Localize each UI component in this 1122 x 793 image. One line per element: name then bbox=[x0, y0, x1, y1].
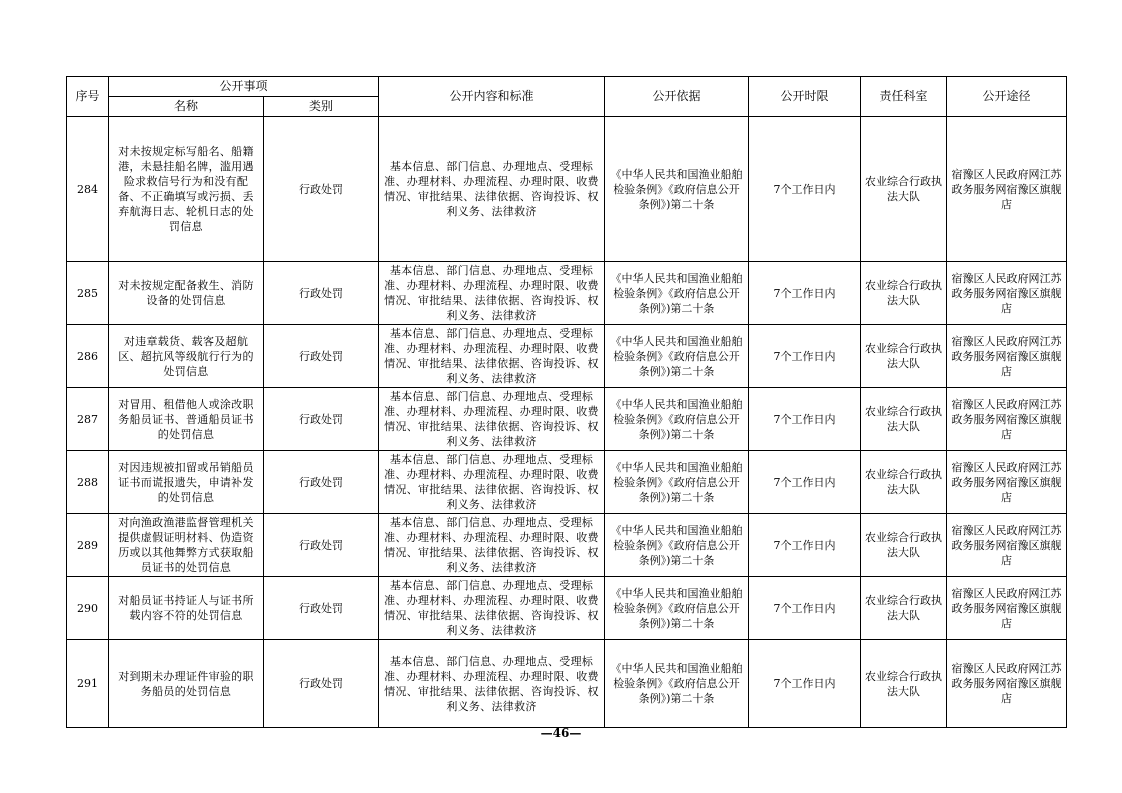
cell-seq: 285 bbox=[67, 262, 109, 325]
cell-seq: 289 bbox=[67, 514, 109, 577]
cell-name: 对向渔政渔港监督管理机关提供虚假证明材料、伪造资历或以其他舞弊方式获取船员证书的处罚信息 bbox=[109, 514, 264, 577]
cell-time-limit: 7个工作日内 bbox=[749, 388, 861, 451]
cell-basis: 《中华人民共和国渔业船舶检验条例》《政府信息公开条例》)第二十条 bbox=[605, 577, 749, 640]
cell-seq: 291 bbox=[67, 640, 109, 728]
cell-time-limit: 7个工作日内 bbox=[749, 451, 861, 514]
header-department: 责任科室 bbox=[861, 77, 947, 117]
cell-seq: 288 bbox=[67, 451, 109, 514]
cell-department: 农业综合行政执法大队 bbox=[861, 325, 947, 388]
table-row bbox=[67, 262, 1067, 325]
table-row bbox=[67, 325, 1067, 388]
cell-content: 基本信息、部门信息、办理地点、受理标准、办理材料、办理流程、办理时限、收费情况、审批结果、法律依据、咨询投诉、权利义务、法律救济 bbox=[379, 451, 605, 514]
cell-time-limit: 7个工作日内 bbox=[749, 514, 861, 577]
cell-time-limit: 7个工作日内 bbox=[749, 640, 861, 728]
cell-time-limit: 7个工作日内 bbox=[749, 577, 861, 640]
header-seq: 序号 bbox=[67, 77, 109, 117]
cell-basis: 《中华人民共和国渔业船舶检验条例》《政府信息公开条例》)第二十条 bbox=[605, 325, 749, 388]
cell-name: 对未按规定配备救生、消防设备的处罚信息 bbox=[109, 262, 264, 325]
cell-category: 行政处罚 bbox=[264, 117, 379, 262]
cell-seq: 284 bbox=[67, 117, 109, 262]
page-number: —46— bbox=[540, 726, 582, 740]
header-category: 类别 bbox=[264, 97, 379, 117]
cell-content: 基本信息、部门信息、办理地点、受理标准、办理材料、办理流程、办理时限、收费情况、审批结果、法律依据、咨询投诉、权利义务、法律救济 bbox=[379, 262, 605, 325]
cell-channel: 宿豫区人民政府网江苏政务服务网宿豫区旗舰店 bbox=[947, 451, 1067, 514]
cell-basis: 《中华人民共和国渔业船舶检验条例》《政府信息公开条例》)第二十条 bbox=[605, 117, 749, 262]
header-basis: 公开依据 bbox=[605, 77, 749, 117]
cell-basis: 《中华人民共和国渔业船舶检验条例》《政府信息公开条例》)第二十条 bbox=[605, 514, 749, 577]
header-channel: 公开途径 bbox=[947, 77, 1067, 117]
cell-name: 对冒用、租借他人或涂改职务船员证书、普通船员证书的处罚信息 bbox=[109, 388, 264, 451]
cell-seq: 286 bbox=[67, 325, 109, 388]
cell-basis: 《中华人民共和国渔业船舶检验条例》《政府信息公开条例》)第二十条 bbox=[605, 640, 749, 728]
cell-name: 对到期未办理证件审验的职务船员的处罚信息 bbox=[109, 640, 264, 728]
cell-content: 基本信息、部门信息、办理地点、受理标准、办理材料、办理流程、办理时限、收费情况、审批结果、法律依据、咨询投诉、权利义务、法律救济 bbox=[379, 577, 605, 640]
cell-seq: 287 bbox=[67, 388, 109, 451]
table-row bbox=[67, 117, 1067, 262]
cell-seq: 290 bbox=[67, 577, 109, 640]
cell-basis: 《中华人民共和国渔业船舶检验条例》《政府信息公开条例》)第二十条 bbox=[605, 451, 749, 514]
cell-department: 农业综合行政执法大队 bbox=[861, 117, 947, 262]
cell-category: 行政处罚 bbox=[264, 514, 379, 577]
cell-channel: 宿豫区人民政府网江苏政务服务网宿豫区旗舰店 bbox=[947, 514, 1067, 577]
disclosure-table bbox=[66, 76, 1067, 728]
header-time-limit: 公开时限 bbox=[749, 77, 861, 117]
cell-channel: 宿豫区人民政府网江苏政务服务网宿豫区旗舰店 bbox=[947, 325, 1067, 388]
cell-name: 对船员证书持证人与证书所载内容不符的处罚信息 bbox=[109, 577, 264, 640]
cell-content: 基本信息、部门信息、办理地点、受理标准、办理材料、办理流程、办理时限、收费情况、审批结果、法律依据、咨询投诉、权利义务、法律救济 bbox=[379, 514, 605, 577]
cell-content: 基本信息、部门信息、办理地点、受理标准、办理材料、办理流程、办理时限、收费情况、审批结果、法律依据、咨询投诉、权利义务、法律救济 bbox=[379, 388, 605, 451]
cell-channel: 宿豫区人民政府网江苏政务服务网宿豫区旗舰店 bbox=[947, 388, 1067, 451]
cell-category: 行政处罚 bbox=[264, 451, 379, 514]
table-row bbox=[67, 640, 1067, 728]
cell-channel: 宿豫区人民政府网江苏政务服务网宿豫区旗舰店 bbox=[947, 262, 1067, 325]
header-content: 公开内容和标准 bbox=[379, 77, 605, 117]
cell-category: 行政处罚 bbox=[264, 325, 379, 388]
cell-content: 基本信息、部门信息、办理地点、受理标准、办理材料、办理流程、办理时限、收费情况、审批结果、法律依据、咨询投诉、权利义务、法律救济 bbox=[379, 325, 605, 388]
cell-category: 行政处罚 bbox=[264, 262, 379, 325]
cell-content: 基本信息、部门信息、办理地点、受理标准、办理材料、办理流程、办理时限、收费情况、审批结果、法律依据、咨询投诉、权利义务、法律救济 bbox=[379, 640, 605, 728]
cell-department: 农业综合行政执法大队 bbox=[861, 388, 947, 451]
cell-basis: 《中华人民共和国渔业船舶检验条例》《政府信息公开条例》)第二十条 bbox=[605, 262, 749, 325]
cell-name: 对因违规被扣留或吊销船员证书而谎报遗失，申请补发的处罚信息 bbox=[109, 451, 264, 514]
table-row bbox=[67, 388, 1067, 451]
cell-time-limit: 7个工作日内 bbox=[749, 262, 861, 325]
cell-basis: 《中华人民共和国渔业船舶检验条例》《政府信息公开条例》)第二十条 bbox=[605, 388, 749, 451]
cell-channel: 宿豫区人民政府网江苏政务服务网宿豫区旗舰店 bbox=[947, 117, 1067, 262]
cell-content: 基本信息、部门信息、办理地点、受理标准、办理材料、办理流程、办理时限、收费情况、审批结果、法律依据、咨询投诉、权利义务、法律救济 bbox=[379, 117, 605, 262]
cell-category: 行政处罚 bbox=[264, 640, 379, 728]
table-row bbox=[67, 451, 1067, 514]
header-row-1 bbox=[67, 77, 1067, 97]
cell-time-limit: 7个工作日内 bbox=[749, 117, 861, 262]
cell-category: 行政处罚 bbox=[264, 577, 379, 640]
table-row bbox=[67, 577, 1067, 640]
cell-department: 农业综合行政执法大队 bbox=[861, 514, 947, 577]
cell-department: 农业综合行政执法大队 bbox=[861, 451, 947, 514]
table-row bbox=[67, 514, 1067, 577]
header-public-item: 公开事项 bbox=[109, 77, 379, 97]
cell-name: 对违章载货、载客及超航区、超抗风等级航行行为的处罚信息 bbox=[109, 325, 264, 388]
cell-category: 行政处罚 bbox=[264, 388, 379, 451]
cell-department: 农业综合行政执法大队 bbox=[861, 640, 947, 728]
cell-time-limit: 7个工作日内 bbox=[749, 325, 861, 388]
cell-name: 对未按规定标写船名、船籍港，未悬挂船名牌，滥用遇险求救信号行为和没有配备、不正确填写或污损、丢弃航海日志、轮机日志的处罚信息 bbox=[109, 117, 264, 262]
cell-department: 农业综合行政执法大队 bbox=[861, 262, 947, 325]
cell-channel: 宿豫区人民政府网江苏政务服务网宿豫区旗舰店 bbox=[947, 640, 1067, 728]
header-name: 名称 bbox=[109, 97, 264, 117]
cell-department: 农业综合行政执法大队 bbox=[861, 577, 947, 640]
cell-channel: 宿豫区人民政府网江苏政务服务网宿豫区旗舰店 bbox=[947, 577, 1067, 640]
